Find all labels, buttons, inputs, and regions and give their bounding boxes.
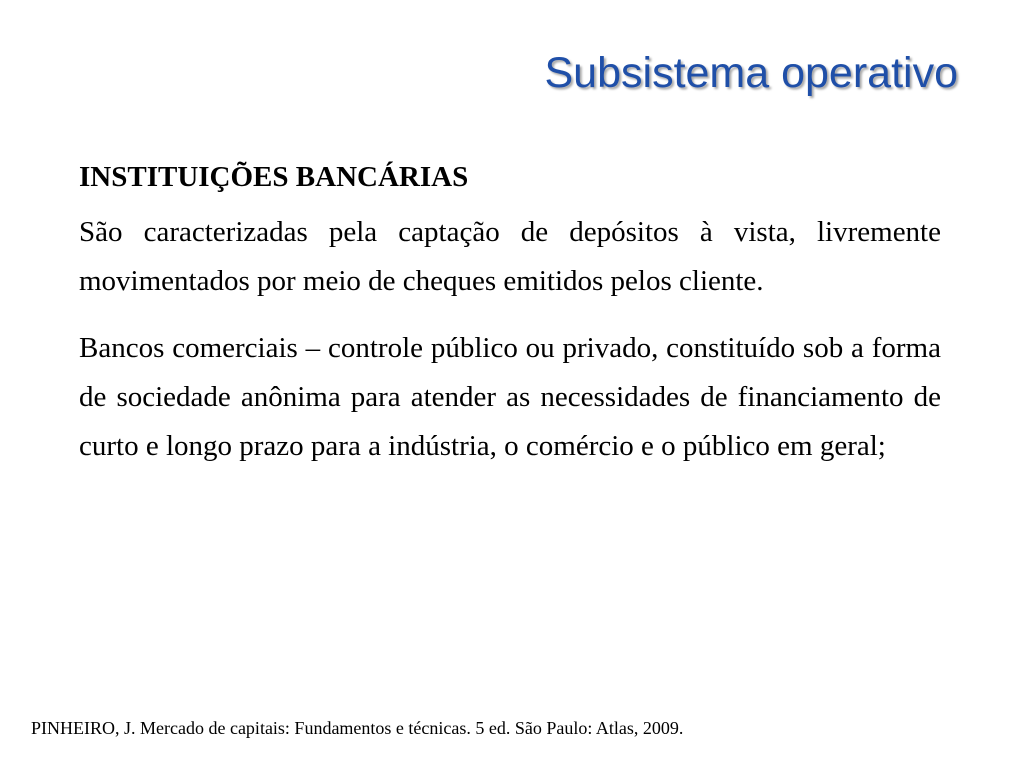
reference-citation: PINHEIRO, J. Mercado de capitais: Fundamentos e técnicas. 5 ed. São Paulo: Atlas, 2009. bbox=[31, 718, 684, 738]
slide-content bbox=[79, 154, 941, 471]
section-heading: INSTITUIÇÕES BANCÁRIAS bbox=[79, 161, 469, 193]
slide-title: Subsistema operativo bbox=[544, 49, 958, 97]
paragraph-definition: São caracterizadas pela captação de depósitos à vista, livremente movimentados por meio de cheques emitidos pelos cliente. bbox=[79, 215, 941, 297]
paragraph-commercial-banks: Bancos comerciais – controle público ou privado, constituído sob a forma de sociedade anônima para atender as necessidades de financiamento de curto e longo prazo para a indústria, o comércio e o público em geral; bbox=[79, 331, 941, 462]
